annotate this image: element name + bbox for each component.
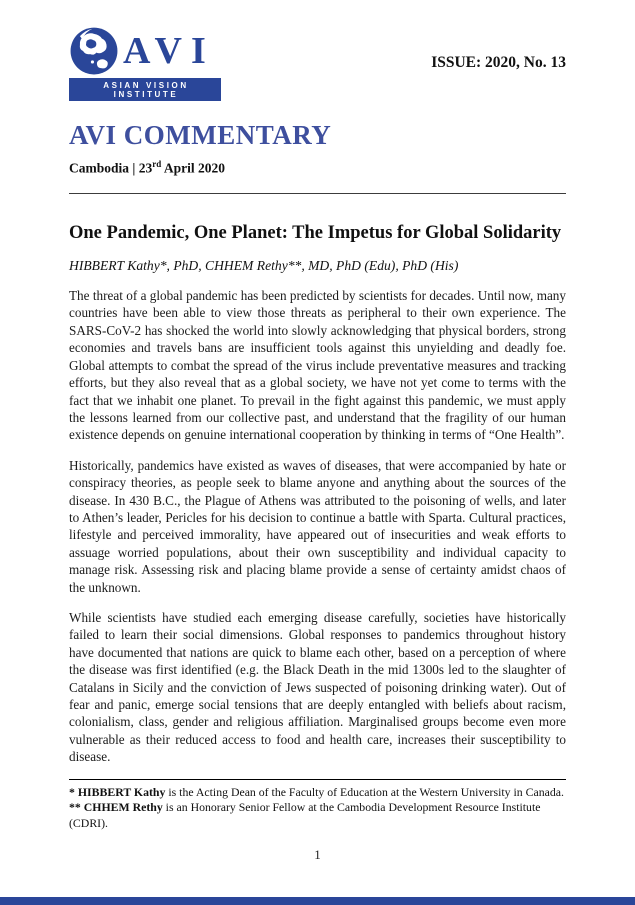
footer-accent-bar [0, 897, 635, 905]
footnote-1 [69, 785, 566, 801]
issue-label: ISSUE: 2020, No. 13 [431, 54, 566, 71]
page-number: 1 [314, 847, 321, 863]
footnote-divider [69, 779, 566, 780]
page-header [69, 26, 566, 101]
dateline-suffix: April 2020 [161, 160, 226, 176]
article-paragraph-3: While scientists have studied each emerging disease carefully, societies have historically failed to learn their social dimensions. Global responses to pandemics throughout history have documented that nations are quick to blame each other, based on a perception of where the disease was first identified (e.g. the Black Death in the mid 1300s led to the slaughter of Catalans in Sicily and the conviction of Jews suspected of poisoning drinking water). Out of fear and panic, emerge social tensions that are deeply entangled with beliefs about racism, colonialism, class, gender and religious affiliation. Marginalised groups become even more vulnerable as their reduced access to food and health care, increases their susceptibility to disease. [69, 609, 566, 765]
article-title: One Pandemic, One Planet: The Impetus for Global Solidarity [69, 223, 562, 244]
dateline-ordinal: rd [152, 158, 162, 169]
avi-logo-acronym: AVI [123, 30, 215, 72]
globe-asia-icon [69, 26, 119, 76]
dateline-prefix: Cambodia | 23 [69, 160, 153, 176]
footnote-2 [69, 800, 566, 831]
article-paragraph-1: The threat of a global pandemic has been predicted by scientists for decades. Until now, many countries have been able to view those threats as peripheral to their own experience. The SARS-CoV-2 has shocked the world into slowly acknowledging that physical borders, strong economies and travels bans are insufficient tools against this unyielding and deadly foe. Global attempts to combat the spread of the virus include preventative measures and tracking efforts, but they also reveal that as a global society, we have not yet come to terms with the fact that we inhabit one planet. To prevail in the fight against this pandemic, we must apply the lessons learned from our collective past, and understand that the fragility of our human existence depends on genuine international cooperation by thinking in terms of “One Health”. [69, 288, 566, 443]
avi-logo [69, 26, 221, 101]
masthead-divider [69, 193, 566, 194]
article [69, 221, 566, 765]
footnotes [69, 785, 566, 832]
avi-logo-top [69, 26, 221, 76]
footnote-1-author: * HIBBERT Kathy [69, 784, 166, 799]
dateline [69, 159, 566, 177]
article-authors: HIBBERT Kathy*, PhD, CHHEM Rethy**, MD, PhD (Edu), PhD (His) [69, 258, 459, 274]
footnote-2-author: ** CHHEM Rethy [69, 800, 163, 815]
footnote-2-text: is an Honorary Senior Fellow at the Cambodia Development Resource Institute (CDRI). [69, 800, 541, 830]
article-paragraph-2: Historically, pandemics have existed as waves of diseases, that were accompanied by hate or conspiracy theories, as people seek to blame anyone and anything about the sources of the disease. In 430 B.C., the Plague of Athens was attributed to the poisoning of wells, and later to Athen’s leader, Pericles for his decision to continue a battle with Sparta. Cultural practices, lifestyle and perceived immorality, have appeared out of insecurities and weak efforts to assuage worried populations, about their own susceptibility and individual capacity to manage risk. Assessing risk and placing blame provide a sense of certainty amidst chaos of the unknown. [69, 457, 566, 595]
footnote-1-text: is the Acting Dean of the Faculty of Education at the Western University in Canada. [165, 784, 564, 799]
masthead [69, 121, 566, 176]
commentary-title: AVI COMMENTARY [69, 120, 332, 150]
avi-logo-banner: ASIAN VISION INSTITUTE [69, 78, 221, 101]
